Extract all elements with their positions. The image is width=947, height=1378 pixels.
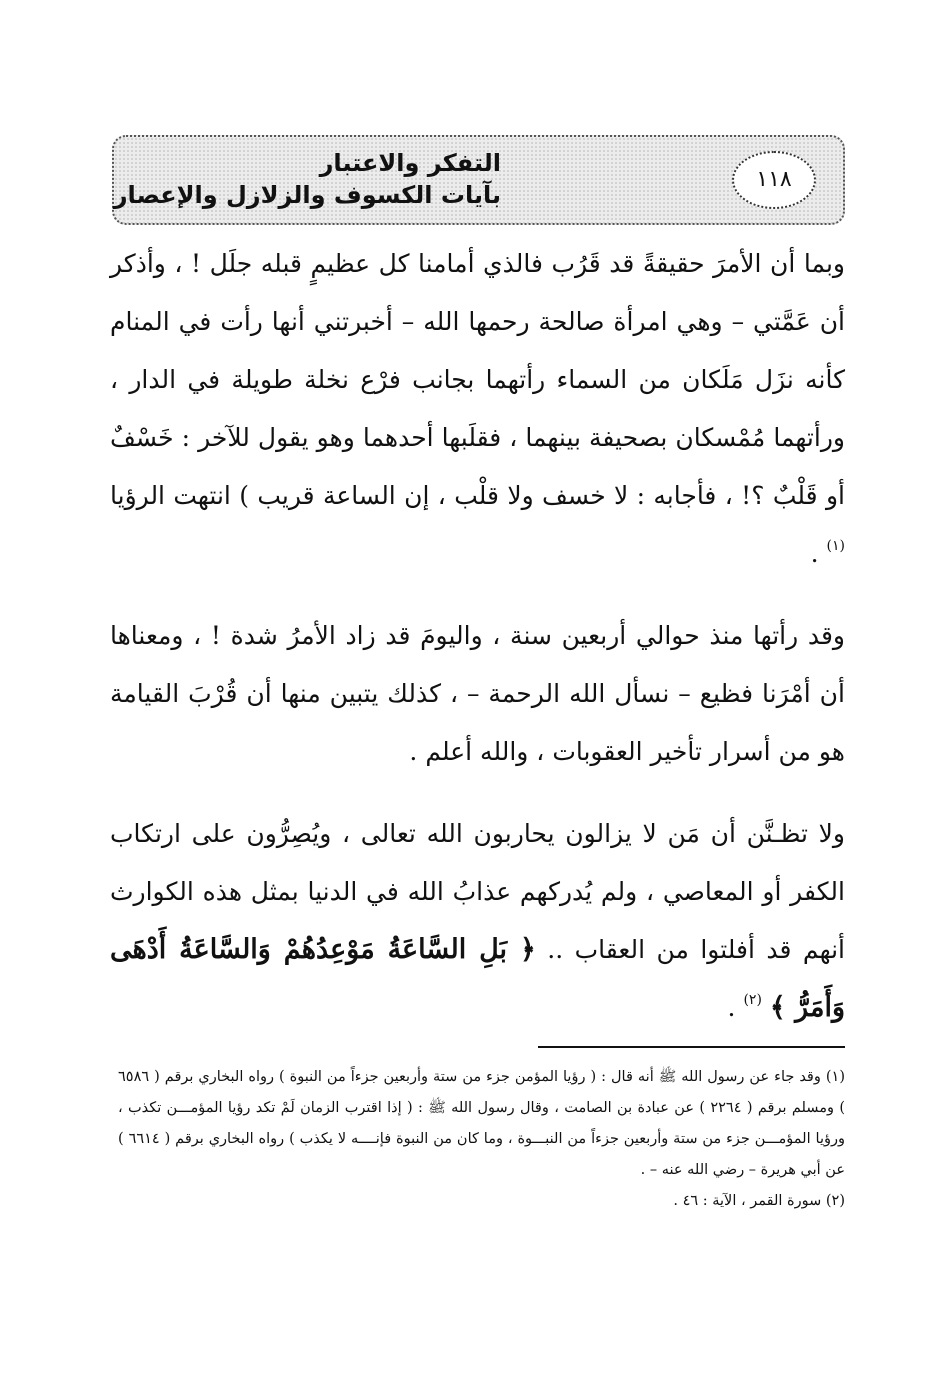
footnotes bbox=[118, 1062, 845, 1217]
paragraph-3-text: ولا تظـنَّن أن مَن لا يزالون يحاربون الله تعالى ، ويُصِرُّون على ارتكاب الكفر أو المعاصي ، ولم يُدركهم عذابُ الله في الدنيا بمثل هذه الكوارث أنهم قد أفلتوا من العقاب .. bbox=[110, 819, 845, 964]
main-text bbox=[110, 235, 845, 1037]
footnote-2: (٢) سورة القمر ، الآية : ٤٦ . bbox=[673, 1193, 845, 1209]
footnote-ref-2: (٢) bbox=[743, 992, 762, 1008]
paragraph-3 bbox=[110, 805, 845, 1037]
footnote-1: (١) وقد جاء عن رسول الله ﷺ أنه قال : ( رؤيا المؤمن جزء من ستة وأربعين جزءاً من النبوة ) رواه البخاري برقم ( ٦٥٨٦ ) ومسلم برقم ( ٢٢٦٤ ) عن عبادة بن الصامت ، وقال رسول الله ﷺ : ( إذا اقترب الزمان لَمْ تكد رؤيا المؤمـــن تكذب ، ورؤيا المؤمـــن جزء من ستة وأربعين جزءاً من النبـــوة ، وما كان من النبوة فإنــــه لا يكذب ) رواه البخاري برقم ( ٦٦١٤ ) عن أبي هريرة – رضي الله عنه – . bbox=[118, 1069, 846, 1178]
paragraph-2: وقد رأتها منذ حوالي أربعين سنة ، واليومَ قد زاد الأمرُ شدة ! ، ومعناها أن أمْرَنا فظيع – نسأل الله الرحمة – ، كذلك يتبين منها أن قُرْبَ القيامة هو من أسرار تأخير العقوبات ، والله أعلم . bbox=[110, 621, 845, 766]
paragraph-1-text: وبما أن الأمرَ حقيقةً قد قَرُب فالذي أمامنا كل عظيمٍ قبله جلَل ! ، وأذكر أن عَمَّتي – وهي امرأة صالحة رحمها الله – أخبرتني أنها رأت في المنام كأنه نزَل مَلَكان من السماء رأتهما بجانب فرْع نخلة طويلة في الدار ، ورأتهما مُمْسكان بصحيفة بينهما ، فقلَبها أحدهما وهو يقول للآخر : خَسْفٌ أو قَلْبٌ ؟! ، فأجابه : لا خسف ولا قلْب ، إن الساعة قريب ) انتهت الرؤيا bbox=[110, 249, 845, 510]
quran-verse: ﴿ بَلِ السَّاعَةُ مَوْعِدُهُمْ وَالسَّاعَةُ أَدْهَى وَأَمَرُّ ﴾ bbox=[110, 934, 845, 1023]
paragraph-1 bbox=[110, 235, 845, 583]
book-title-line-1: التفكر والاعتبار bbox=[319, 149, 501, 177]
book-title-line-2: بآيات الكسوف والزلازل والإعصار bbox=[113, 181, 501, 209]
book-title bbox=[113, 147, 501, 211]
footnote-divider bbox=[538, 1046, 845, 1048]
footnote-ref-1: (١) bbox=[826, 538, 845, 554]
page-number: ١١٨ bbox=[732, 151, 816, 209]
running-header bbox=[112, 135, 845, 225]
paragraph-1-end: . bbox=[810, 539, 827, 568]
paragraph-3-end: . bbox=[727, 993, 744, 1022]
